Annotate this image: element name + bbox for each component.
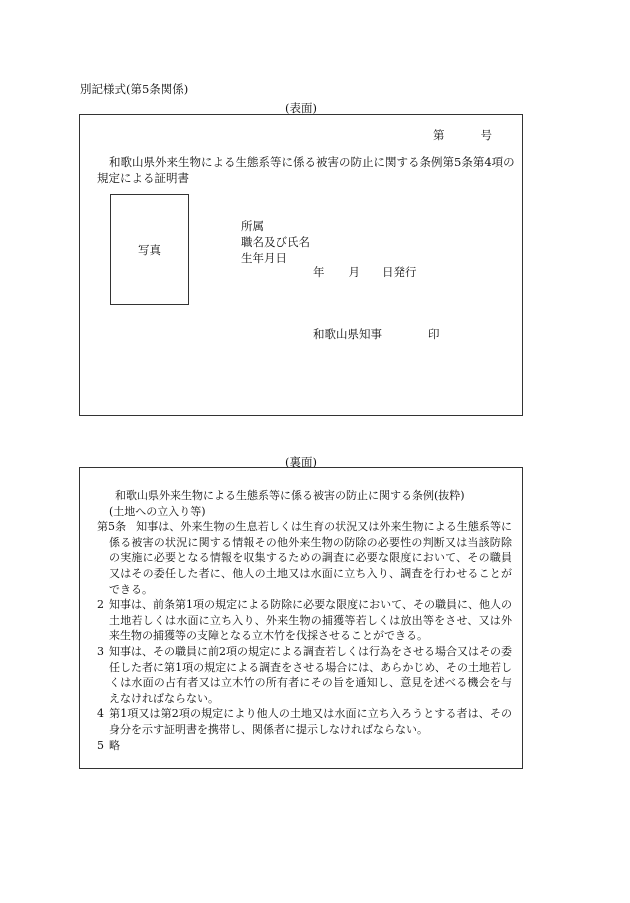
article-5-paragraph-3 bbox=[97, 644, 512, 706]
birthdate-label: 生年月日 bbox=[241, 251, 287, 265]
issuer-line bbox=[313, 326, 440, 342]
article-5-paragraph-2 bbox=[97, 597, 512, 644]
certificate-title: 和歌山県外来生物による生態系等に係る被害の防止に関する条例第5条第4項の規定による証明書 bbox=[97, 155, 515, 185]
ordinance-title: 和歌山県外来生物による生態系等に係る被害の防止に関する条例(抜粋) bbox=[115, 489, 465, 502]
seal-mark: 印 bbox=[428, 327, 440, 341]
holder-fields bbox=[241, 218, 310, 266]
issuer-name: 和歌山県知事 bbox=[313, 327, 382, 341]
paragraph-number: 2 bbox=[97, 598, 104, 612]
issue-date-line bbox=[313, 264, 417, 280]
paragraph-number: 4 bbox=[97, 707, 104, 721]
number-prefix: 第 bbox=[433, 128, 445, 142]
paragraph-text: 第1項又は第2項の規定により他人の土地又は水面に立ち入ろうとする者は、その身分を示す証明書を携帯し、関係者に提示しなければならない。 bbox=[109, 707, 512, 736]
paragraph-text: 知事は、前条第1項の規定による防除に必要な限度において、その職員に、他人の土地若しくは水面に立ち入り、外来生物の捕獲等若しくは放出等をさせ、又は外来生物の捕獲等の支障となる立木竹を伐採させることができる。 bbox=[109, 598, 512, 643]
back-side-label: (裏面) bbox=[285, 455, 317, 469]
form-header: 別記様式(第5条関係) bbox=[80, 82, 189, 96]
article-5-paragraph-5 bbox=[97, 738, 512, 754]
photo-label: 写真 bbox=[138, 243, 161, 257]
ordinance-excerpt bbox=[97, 488, 512, 753]
article-5-paragraph-4 bbox=[97, 706, 512, 737]
article-5-paragraph-1 bbox=[97, 519, 512, 597]
issue-year: 年 bbox=[313, 265, 325, 279]
affiliation-label: 所属 bbox=[241, 219, 264, 233]
ordinance-subtitle: (土地への立入り等) bbox=[109, 504, 206, 518]
number-suffix: 号 bbox=[480, 128, 492, 142]
issue-day: 日発行 bbox=[382, 265, 417, 279]
photo-frame bbox=[110, 194, 189, 305]
paragraph-number: 5 bbox=[97, 738, 104, 752]
certificate-number-line bbox=[433, 127, 492, 143]
article-number: 第5条 bbox=[97, 520, 127, 534]
name-label: 職名及び氏名 bbox=[241, 235, 310, 249]
paragraph-text: 略 bbox=[109, 738, 120, 752]
issue-month: 月 bbox=[348, 265, 360, 279]
front-side-label: (表面) bbox=[285, 101, 317, 115]
article-text: 知事は、外来生物の生息若しくは生育の状況又は外来生物による生態系等に係る被害の状況に関する情報その他外来生物の防除の必要性の判断又は当該防除の実施に必要となる情報を収集するための調査に必要な限度において、その職員又はその委任した者に、他人の土地又は水面に立ち入り、調査を行わせることができる。 bbox=[109, 520, 513, 596]
paragraph-number: 3 bbox=[97, 644, 104, 658]
paragraph-text: 知事は、その職員に前2項の規定による調査若しくは行為をさせる場合又はその委任した者に第1項の規定による調査をさせる場合には、あらかじめ、その土地若しくは水面の占有者又は立木竹の所有者にその旨を通知し、意見を述べる機会を与えなければならない。 bbox=[109, 644, 512, 705]
